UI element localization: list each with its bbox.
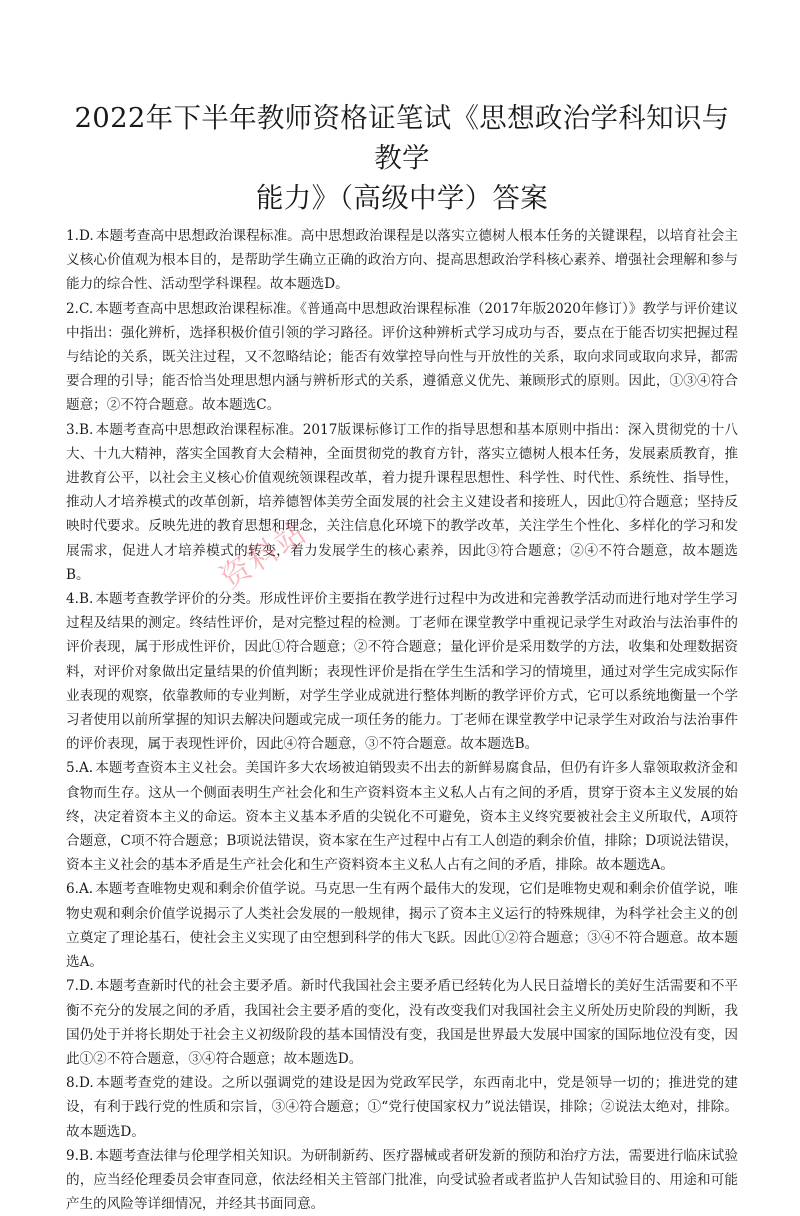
- title-line-2: 能力》（高级中学）答案: [255, 182, 549, 214]
- answer-list: [66, 224, 738, 1216]
- answer-item: [66, 756, 738, 877]
- title-line-1: 2022年下半年教师资格证笔试《思想政治学科知识与教学: [74, 102, 730, 174]
- answer-text: 本题考查资本主义社会。美国许多大农场被迫销毁卖不出去的新鲜易腐食品，但仍有许多人靠领取救济金和食物而生存。这从一个侧面表明生产社会化和生产资料资本主义私人占有之间的矛盾，贯穿于资本主义发展的始终，决定着资本主义的命运。资本主义基本矛盾的尖锐化不可避免，资本主义终究要被社会主义所取代，A项符合题意，C项不符合题意；B项说法错误，资本家在生产过程中占有工人创造的剩余价值，排除；D项说法错误，资本主义社会的基本矛盾是生产社会化和生产资料资本主义私人占有之间的矛盾，排除。故本题选A。: [66, 760, 738, 874]
- answer-number: 4.B.: [66, 591, 94, 608]
- answer-number: 8.D.: [66, 1075, 94, 1092]
- answer-text: 本题考查法律与伦理学相关知识。为研制新药、医疗器械或者研发新的预防和治疗方法，需要进行临床试验的，应当经伦理委员会审查同意，依法经相关主管部门批准，向受试验者或者监护人告知试验目的、用途和可能产生的风险等详细情况，并经其书面同意。: [66, 1147, 738, 1213]
- answer-item: [66, 297, 738, 418]
- answer-item: [66, 1144, 738, 1216]
- answer-text: 本题考查高中思想政治课程标准。《普通高中思想政治课程标准（2017年版2020年修订）》教学与评价建议中指出：强化辨析，选择积极价值引领的学习路径。评价这种辨析式学习成功与否，要点在于能否切实把握过程与结论的关系，既关注过程，又不忽略结论；能否有效掌控导向性与开放性的关系，取向求同或取向求异，都需要合理的引导；能否恰当处理思想内涵与辨析形式的关系，遵循意义优先、兼顾形式的原则。因此，①③④符合题意；②不符合题意。故本题选C。: [66, 300, 738, 414]
- answer-number: 7.D.: [66, 978, 94, 995]
- answer-item: [66, 587, 738, 756]
- answer-item: [66, 1071, 738, 1144]
- answer-text: 本题考查高中思想政治课程标准。高中思想政治课程是以落实立德树人根本任务的关键课程，以培育社会主义核心价值观为根本目的，是帮助学生确立正确的政治方向、提高思想政治学科核心素养、增强社会理解和参与能力的综合性、活动型学科课程。故本题选D。: [66, 228, 738, 293]
- answer-text: 本题考查教学评价的分类。形成性评价主要指在教学进行过程中为改进和完善教学活动而进行地对学生学习过程及结果的测定。终结性评价，是对完整过程的检测。丁老师在课堂教学中重视记录学生对政治与法治事件的评价表现，属于形成性评价，因此①符合题意；②不符合题意；量化评价是采用数学的方法，收集和处理数据资料，对评价对象做出定量结果的价值判断；表现性评价是指在学生生活和学习的情境里，通过对学生完成实际作业表现的观察，依靠教师的专业判断，对学生学业成就进行整体判断的教学评价方式，它可以系统地衡量一个学习者使用以前所掌握的知识去解决问题或完成一项任务的能力。丁老师在课堂教学中记录学生对政治与法治事件的评价表现，属于表现性评价，因此④符合题意，③不符合题意。故本题选B。: [66, 591, 738, 753]
- answer-text: 本题考查党的建设。之所以强调党的建设是因为党政军民学，东西南北中，党是领导一切的；推进党的建设，有利于践行党的性质和宗旨，③④符合题意；①“党行使国家权力”说法错误，排除；②说法太绝对，排除。故本题选D。: [66, 1075, 738, 1140]
- answer-text: 本题考查高中思想政治课程标准。2017版课标修订工作的指导思想和基本原则中指出：深入贯彻党的十八大、十九大精神，落实全国教育大会精神，全面贯彻党的教育方针，落实立德树人根本任务，发展素质教育，推进教育公平，以社会主义核心价值观统领课程改革，着力提升课程思想性、科学性、时代性、系统性、指导性，推动人才培养模式的改革创新，培养德智体美劳全面发展的社会主义建设者和接班人，因此①符合题意；坚持反映时代要求。反映先进的教育思想和理念，关注信息化环境下的教学改革，关注学生个性化、多样化的学习和发展需求，促进人才培养模式的转变，着力发展学生的核心素养，因此③符合题意；②④不符合题意，故本题选B。: [66, 421, 738, 583]
- answer-number: 3.B.: [66, 421, 94, 438]
- answer-item: [66, 418, 738, 587]
- document-title: [66, 98, 738, 218]
- answer-number: 2.C.: [66, 300, 94, 317]
- answer-item: [66, 224, 738, 297]
- answer-item: [66, 877, 738, 974]
- answer-number: 1.D.: [66, 228, 94, 244]
- answer-number: 5.A.: [66, 760, 94, 777]
- answer-number: 9.B.: [66, 1147, 94, 1164]
- answer-number: 6.A.: [66, 881, 94, 898]
- answer-text: 本题考查唯物史观和剩余价值学说。马克思一生有两个最伟大的发现，它们是唯物史观和剩余价值学说，唯物史观和剩余价值学说揭示了人类社会发展的一般规律，揭示了资本主义运行的特殊规律，为科学社会主义的创立奠定了理论基石，使社会主义实现了由空想到科学的伟大飞跃。因此①②符合题意；③④不符合题意。故本题选A。: [66, 881, 738, 971]
- answer-text: 本题考查新时代的社会主要矛盾。新时代我国社会主要矛盾已经转化为人民日益增长的美好生活需要和不平衡不充分的发展之间的矛盾，我国社会主要矛盾的变化，没有改变我们对我国社会主义所处历史阶段的判断，我国仍处于并将长期处于社会主义初级阶段的基本国情没有变，我国是世界最大发展中国家的国际地位没有变，因此①②不符合题意，③④符合题意；故本题选D。: [66, 978, 738, 1067]
- answer-item: [66, 974, 738, 1071]
- watermark: 资料站: [214, 514, 314, 597]
